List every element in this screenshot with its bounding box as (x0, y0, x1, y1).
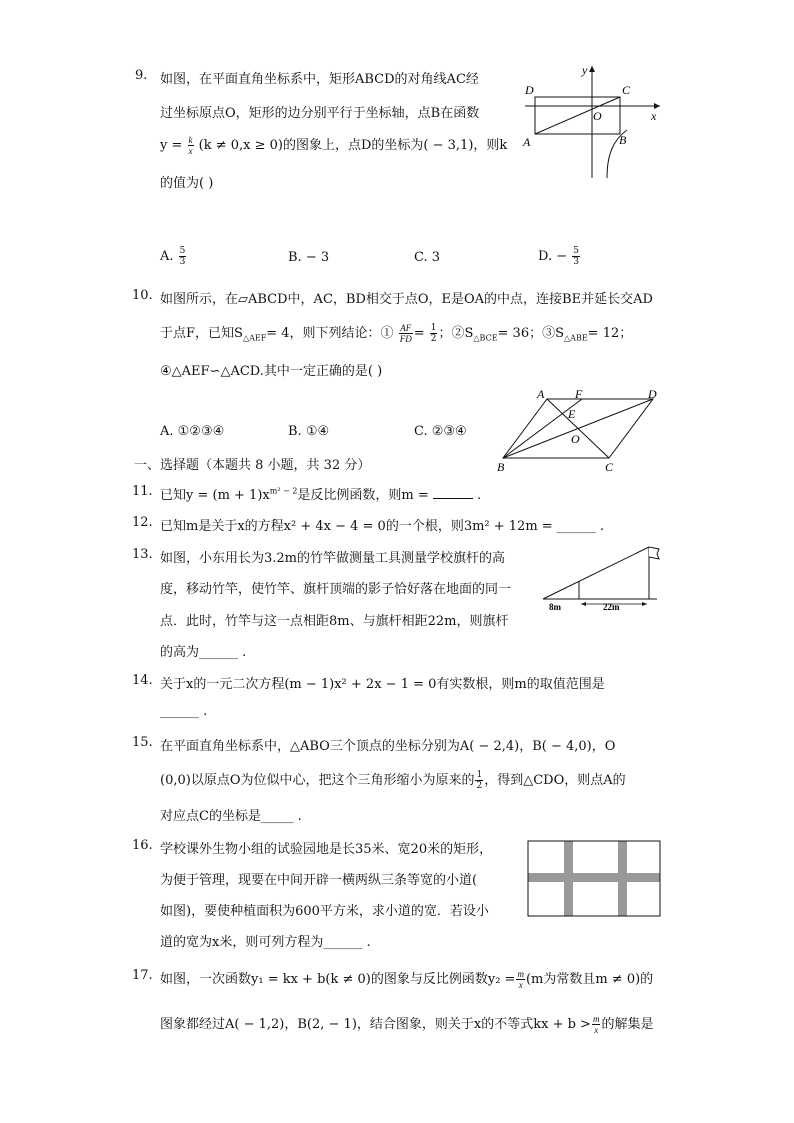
q9-line4: 的值为( ) (160, 176, 214, 191)
q15-line1: 在平面直角坐标系中，△ABO三个顶点的坐标分别为A( − 2,4)，B( − 4,0)，O (160, 739, 616, 754)
q9-label-d: D (525, 83, 534, 97)
section-heading: 一、选择题（本题共 8 小题，共 32 分） (134, 458, 371, 473)
q9-line3b: (k ≠ 0,x ≥ 0)的图象上，点D的坐标为( − 3,1)，则k (198, 138, 508, 153)
q10-label-d: D (648, 387, 657, 401)
q13-number: 13. (132, 547, 153, 562)
q9-label-o: O (593, 109, 602, 123)
q10-option-a: A. ①②③④ (160, 424, 225, 439)
q17-fraction-1: $\frac{m}{x}$ (517, 969, 524, 990)
q9-label-a: A (523, 135, 531, 149)
q9-label-b: B (619, 133, 627, 147)
q10-line3: ④△AEF∽△ACD.其中一定正确的是( ) (160, 364, 383, 379)
q9-option-d-fraction: $\frac{5}{3}$ (573, 246, 579, 267)
q16-line2: 为便于管理，现要在中间开辟一横两纵三条等宽的小道( (160, 873, 478, 888)
q13-figure (535, 542, 665, 617)
q9-label-x: x (651, 109, 657, 123)
q9-line2: 过坐标原点O，矩形的边分别平行于坐标轴，点B在函数 (160, 106, 480, 121)
q9-label-c: C (622, 83, 631, 97)
q10-label-o: O (571, 432, 580, 446)
q9-line3 (160, 134, 507, 156)
q10-figure (495, 385, 665, 475)
q9-line3a: y = (160, 138, 183, 153)
q10-fraction-half: $\frac{1}{2}$ (430, 323, 437, 344)
q11-answer-blank (433, 486, 473, 499)
q9-option-a-fraction: $\frac{5}{3}$ (179, 246, 186, 267)
q10-label-a: A (537, 387, 545, 401)
q16-line1: 学校课外生物小组的试验园地是长35米、宽20米的矩形， (160, 842, 493, 857)
q9-line1: 如图，在平面直角坐标系中，矩形ABCD的对角线AC经 (160, 72, 479, 87)
q10-number: 10. (132, 288, 153, 303)
q16-line3: 如图)，要使种植面积为600平方米，求小道的宽．若设小 (160, 904, 489, 919)
q10-option-b: B. ①④ (288, 424, 330, 439)
q9-fraction: $\frac{k}{x}$ (188, 135, 193, 156)
q10-line2: 于点F，已知$S_{\triangle AEF}= 4$，则下列结论：① $\frac{AF}{FD}$ = $\frac{1}{2}$ ；$②S_{\triangle BCE}= 36$；$③S_{\triangle ABE}= 12$； (160, 323, 633, 344)
q13-line2: 度，移动竹竿，使竹竿、旗杆顶端的影子恰好落在地面的同一 (160, 582, 512, 597)
q13-label-22m: 22m (603, 602, 620, 612)
q10-label-f: F (575, 387, 583, 401)
q13-line4: 的高为______ . (160, 645, 247, 660)
q15-line2: (0,0)以原点O为位似中心，把这个三角形缩小为原来的 $\frac{1}{2}$ ，得到△CDO，则点A的 (160, 770, 626, 791)
q17-line2: 图象都经过A( − 1,2)，B(2, − 1)，结合图象，则关于x的不等式kx + b > $\frac{m}{x}$ 的解集是 (160, 1014, 654, 1035)
q9-option-b: B. − 3 (288, 250, 330, 265)
q10-fraction-af-fd: $\frac{AF}{FD}$ (399, 323, 412, 344)
q9-figure (515, 60, 665, 180)
q13-line3: 点．此时，竹竿与这一点相距8m、与旗杆相距22m，则旗杆 (160, 614, 509, 629)
q12-number: 12. (132, 515, 153, 530)
q9-option-c: C. 3 (414, 250, 441, 265)
q16-figure (527, 840, 663, 920)
q9-option-a: A. $\frac{5}{3}$ (160, 246, 186, 267)
q11-text: 已知$y = (m + 1)x^{m^2 - 2}$是反比例函数，则m = . (160, 486, 482, 503)
q16-number: 16. (132, 838, 153, 853)
q14-number: 14. (132, 673, 153, 688)
q10-label-e: E (568, 407, 576, 421)
q17-line1: 如图，一次函数y₁ = kx + b(k ≠ 0)的图象与反比例函数y₂ = $\frac{m}{x}$ (m为常数且m ≠ 0)的 (160, 969, 654, 990)
q15-fraction: $\frac{1}{2}$ (476, 770, 483, 791)
q11-number: 11. (132, 484, 153, 499)
q14-line1: 关于x的一元二次方程(m − 1)x² + 2x − 1 = 0有实数根，则m的取值范围是 (160, 677, 605, 692)
q10-line1: 如图所示，在▱ABCD中，AC，BD相交于点O，E是OA的中点，连接BE并延长交AD (160, 292, 653, 307)
q12-text: 已知m是关于x的方程x² + 4x − 4 = 0的一个根，则3m² + 12m = ______ . (160, 519, 605, 534)
q17-number: 17. (132, 968, 153, 983)
q10-option-c: C. ②③④ (414, 424, 467, 439)
q17-fraction-2: $\frac{m}{x}$ (592, 1014, 600, 1035)
q15-line3: 对应点C的坐标是_____ . (160, 809, 302, 824)
q13-line1: 如图，小东用长为3.2m的竹竿做测量工具测量学校旗杆的高 (160, 551, 506, 566)
q9-number: 9. (135, 68, 148, 83)
q14-line2: ______ . (160, 704, 208, 719)
q9-option-d: D. − $\frac{5}{3}$ (538, 246, 579, 267)
q15-number: 15. (132, 735, 153, 750)
q10-label-b: B (497, 460, 505, 474)
q13-label-8m: 8m (549, 602, 561, 612)
q16-line4: 道的宽为x米，则可列方程为______ . (160, 935, 371, 950)
q9-label-y: y (582, 63, 588, 77)
q10-label-c: C (605, 460, 614, 474)
